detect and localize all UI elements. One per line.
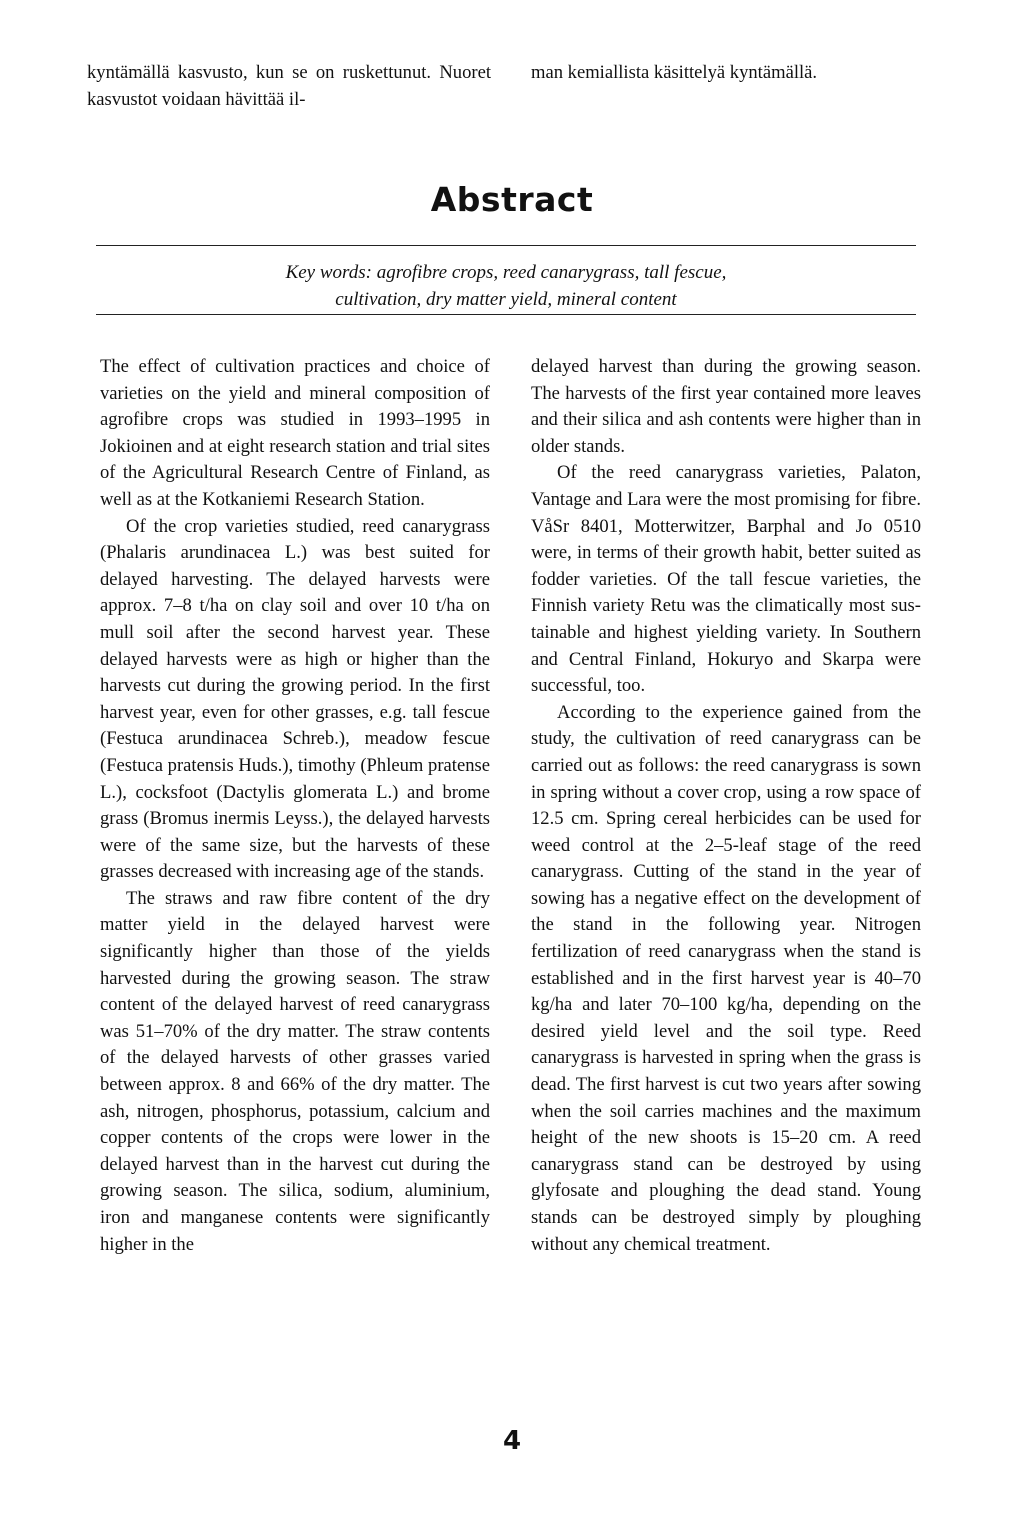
keywords-line-2: cultivation, dry matter yield, mineral content: [335, 289, 677, 310]
abstract-paragraph: delayed harvest than during the growing season. The harvests of the first year contained more leaves and their silica and ash contents were higher than in older stands.: [531, 356, 921, 457]
keywords-block: [96, 259, 916, 313]
keywords-bottom-rule: [96, 314, 916, 315]
abstract-right-column: [531, 354, 921, 1258]
carryover-text-right: man kemiallista käsittelyä kyntämällä.: [531, 62, 818, 83]
section-title: Abstract: [430, 180, 594, 219]
keywords-line-1: Key words: agrofibre crops, reed canarygrass, tall fescue,: [285, 262, 727, 283]
abstract-paragraph: According to the experience gained from the study, the cultivation of reed canarygrass can be carried out as follows: the reed canarygrass is sown in spring without a cover crop, using a row space of 12.5 cm. Spring cereal herbicides can be used for weed control at the 2–5-leaf stage of the reed canarygrass. Cutting of the stand in the year of sowing has a negative effect on the development of the stand in the following year. Nitrogen fertilization of reed canarygrass when the stand is established and in the first harvest year is 40–70 kg/ha and later 70–100 kg/ha, depending on the desired yield level and the soil type. Reed canarygrass is harvested in spring when the grass is dead. The first harvest is cut two years after sowing when the soil carries machines and the maximum height of the new shoots is 15–20 cm. A reed canarygrass stand can be destroyed by using glyfosate and ploughing the dead stand. Young stands can be destroyed simply by ploughing without any chemical treatment.: [531, 701, 921, 1255]
abstract-paragraph: The effect of cultivation practices and choice of varieties on the yield and mineral composition of agrofibre crops was studied in 1993–1995 in Jokioinen and at eight research station and trial sites of the Agricultural Research Centre of Finland, as well as at the Kotkaniemi Research Station.: [100, 356, 490, 510]
abstract-left-column: [100, 354, 490, 1258]
keywords-top-rule: [96, 245, 916, 246]
page-number: 4: [502, 1426, 522, 1456]
abstract-paragraph: Of the crop varieties studied, reed canarygrass (Phalaris arundinacea L.) was best suited for delayed harvesting. The delayed harvests were approx. 7–8 t/ha on clay soil and over 10 t/ha on mull soil after the second harvest year. These delayed harvests were as high or higher than the harvests cut during the growing period. In the first harvest year, even for other grasses, e.g. tall fescue (Festuca arundinacea Schreb.), meadow fescue (Festuca pratensis Huds.), timothy (Phleum pratense L.), cocksfoot (Dactylis glomerata L.) and brome grass (Bromus inermis Leyss.), the delayed harvests were of the same size, but the harvests of these grasses decreased with increasing age of the stands.: [100, 515, 490, 883]
abstract-paragraph: The straws and raw fibre content of the dry matter yield in the delayed harvest were significantly higher than those of the yields harvested during the growing season. The straw content of the delayed harvest of reed canarygrass was 51–70% of the dry matter. The straw contents of the delayed harvests of other grasses varied between approx. 8 and 66% of the dry matter. The ash, nitrogen, phosphorus, potassium, calcium and copper contents of the crops were lower in the delayed harvest than in the harvest cut during the growing season. The silica, sodium, aluminium, iron and manganese contents were significantly higher in the: [100, 887, 490, 1255]
carryover-text-left: kyntämällä kasvusto, kun se on ruskettunut. Nuoret kasvustot voidaan hävittää il-: [87, 62, 491, 110]
abstract-paragraph: Of the reed canarygrass varieties, Palaton, Vantage and Lara were the most promising for fibre. VåSr 8401, Motterwitzer, Barphal and Jo 0510 were, in terms of their growth habit, better suited as fodder varieties. Of the tall fescue varieties, the Finnish variety Retu was the climatically most sustainable and highest yielding variety. In Southern and Central Finland, Hokuryo and Skarpa were successful, too.: [531, 462, 921, 697]
